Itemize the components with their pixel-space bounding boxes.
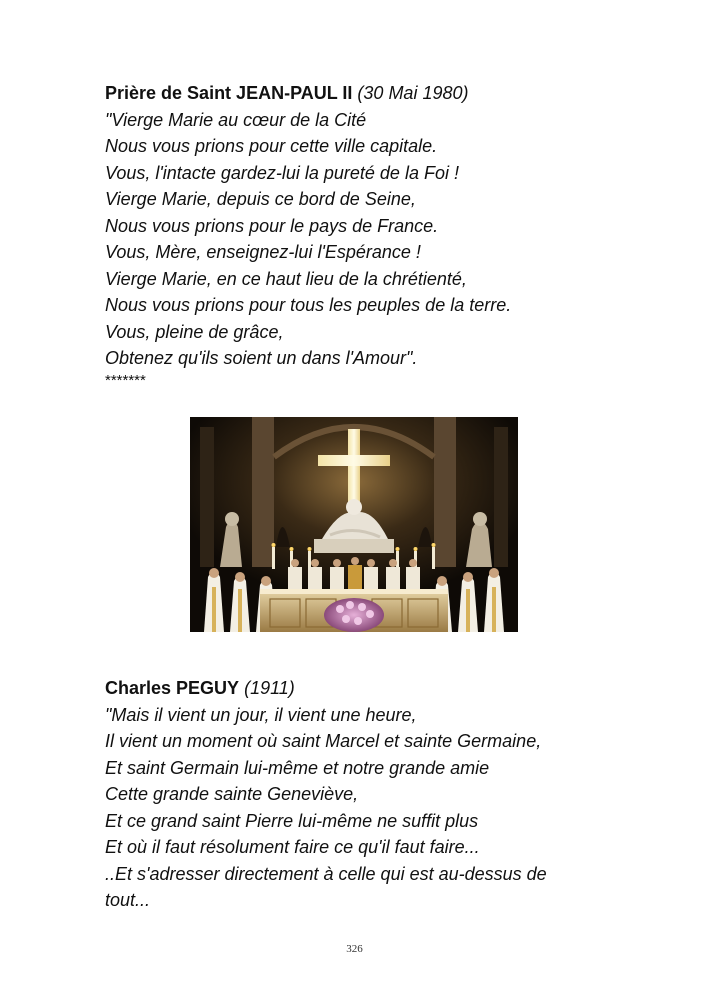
prayer-date: (1911) [244, 678, 295, 698]
verse-line: Vous, pleine de grâce, [105, 321, 284, 342]
section-separator: ******* [105, 371, 146, 389]
verse-line: Cette grande sainte Geneviève, [105, 784, 359, 804]
verse-line: Vierge Marie, depuis ce bord de Seine, [105, 189, 416, 209]
verse-line: "Vierge Marie au cœur de la Cité [105, 109, 367, 130]
verse-line: Obtenez qu'ils soient un dans l'Amour". [105, 348, 418, 368]
prayer-author: Prière de Saint JEAN-PAUL II [105, 83, 353, 103]
verse-line: "Mais il vient un jour, il vient une heure, [105, 704, 417, 725]
prayer-heading [105, 675, 665, 702]
altar-photo [190, 417, 518, 632]
page-number: 326 [346, 943, 363, 955]
verse-line: Nous vous prions pour cette ville capitale. [105, 136, 438, 156]
verse-line: Vierge Marie, en ce haut lieu de la chrétienté, [105, 268, 467, 289]
prayer-author: Charles PEGUY [105, 678, 240, 698]
verse-line: tout... [105, 890, 151, 910]
verse-line: Vous, Mère, enseignez-lui l'Espérance ! [105, 242, 421, 262]
verse-line: Il vient un moment où saint Marcel et sainte Germaine, [105, 731, 542, 751]
verse-line: Nous vous prions pour le pays de France. [105, 215, 439, 236]
verse-line: ..Et s'adresser directement à celle qui est au-dessus de [105, 863, 547, 884]
prayer-jean-paul-ii [105, 80, 665, 390]
verse-line: Nous vous prions pour tous les peuples de la terre. [105, 295, 512, 315]
verse-line: Et ce grand saint Pierre lui-même ne suffit plus [105, 810, 479, 831]
verse-line: Et où il faut résolument faire ce qu'il faut faire... [105, 837, 480, 857]
prayer-date: (30 Mai 1980) [357, 83, 469, 103]
verse-line: Et saint Germain lui-même et notre grande amie [105, 757, 490, 778]
prayer-heading [105, 80, 665, 107]
verse-line: Vous, l'intacte gardez-lui la pureté de la Foi ! [105, 162, 459, 183]
text-charles-peguy [105, 675, 665, 914]
